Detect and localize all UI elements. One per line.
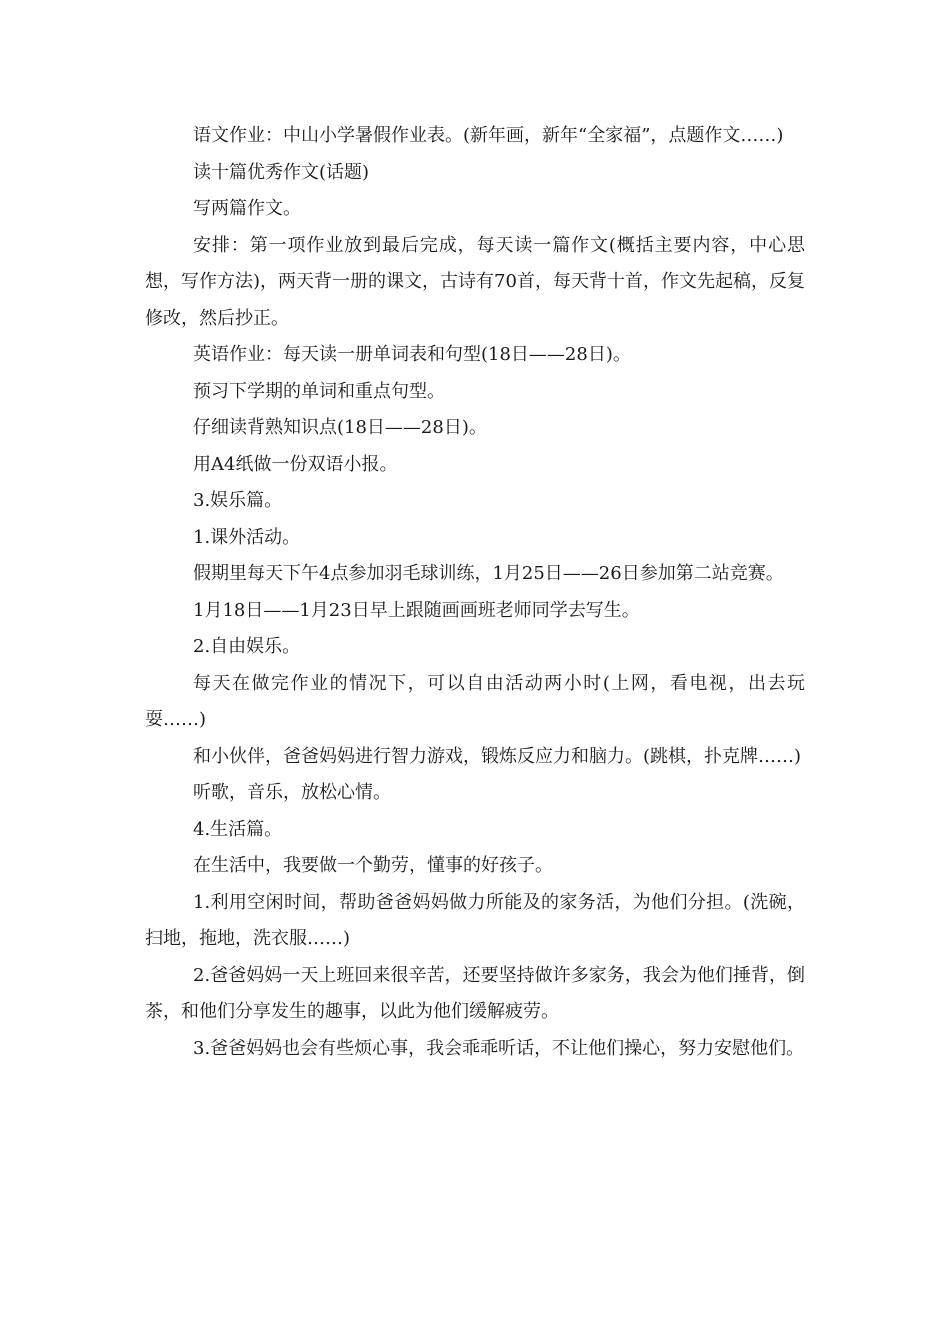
paragraph-bilingual-newspaper: 用A4纸做一份双语小报。	[193, 453, 398, 475]
paragraph-good-child: 在生活中，我要做一个勤劳，懂事的好孩子。	[193, 855, 553, 876]
paragraph-review-knowledge: 仔细读背熟知识点(18日——28日)。	[193, 417, 487, 438]
paragraph-games: 和小伙伴，爸爸妈妈进行智力游戏，锻炼反应力和脑力。(跳棋，扑克牌……)	[193, 745, 802, 767]
paragraph-housework: 1.利用空闲时间，帮助爸爸妈妈做力所能及的家务活，为他们分担。(洗碗，扫地，拖地，洗衣服……)	[145, 891, 805, 949]
paragraph-english-homework: 英语作业：每天读一册单词表和句型(18日——28日)。	[193, 344, 631, 365]
paragraph-relieve-fatigue: 2.爸爸妈妈一天上班回来很辛苦，还要坚持做许多家务，我会为他们捶背，倒茶，和他们分享发生的趣事，以此为他们缓解疲劳。	[145, 964, 805, 1022]
paragraph-write-essays: 写两篇作文。	[193, 198, 301, 219]
subheading-extracurricular: 1.课外活动。	[193, 526, 301, 548]
paragraph-read-essays: 读十篇优秀作文(话题)	[193, 161, 370, 183]
section-heading-entertainment: 3.娱乐篇。	[193, 490, 283, 511]
paragraph-preview-vocabulary: 预习下学期的单词和重点句型。	[193, 380, 445, 402]
subheading-free-entertainment: 2.自由娱乐。	[193, 636, 301, 657]
paragraph-music: 听歌，音乐，放松心情。	[193, 782, 391, 803]
document-body	[145, 118, 805, 1067]
section-heading-life: 4.生活篇。	[193, 818, 283, 840]
paragraph-badminton: 假期里每天下午4点参加羽毛球训练，1月25日——26日参加第二站竞赛。	[193, 563, 784, 584]
paragraph-chinese-homework: 语文作业：中山小学暑假作业表。(新年画，新年“全家福”，点题作文……)	[193, 125, 784, 146]
paragraph-sketching: 1月18日——1月23日早上跟随画画班老师同学去写生。	[193, 599, 640, 621]
paragraph-free-time: 每天在做完作业的情况下，可以自由活动两小时(上网，看电视，出去玩耍……)	[145, 672, 805, 730]
paragraph-arrangement: 安排：第一项作业放到最后完成，每天读一篇作文(概括主要内容，中心思想，写作方法)，两天背一册的课文，古诗有70首，每天背十首，作文先起稿，反复修改，然后抄正。	[145, 234, 805, 329]
paragraph-comfort-parents: 3.爸爸妈妈也会有些烦心事，我会乖乖听话，不让他们操心，努力安慰他们。	[193, 1037, 805, 1059]
